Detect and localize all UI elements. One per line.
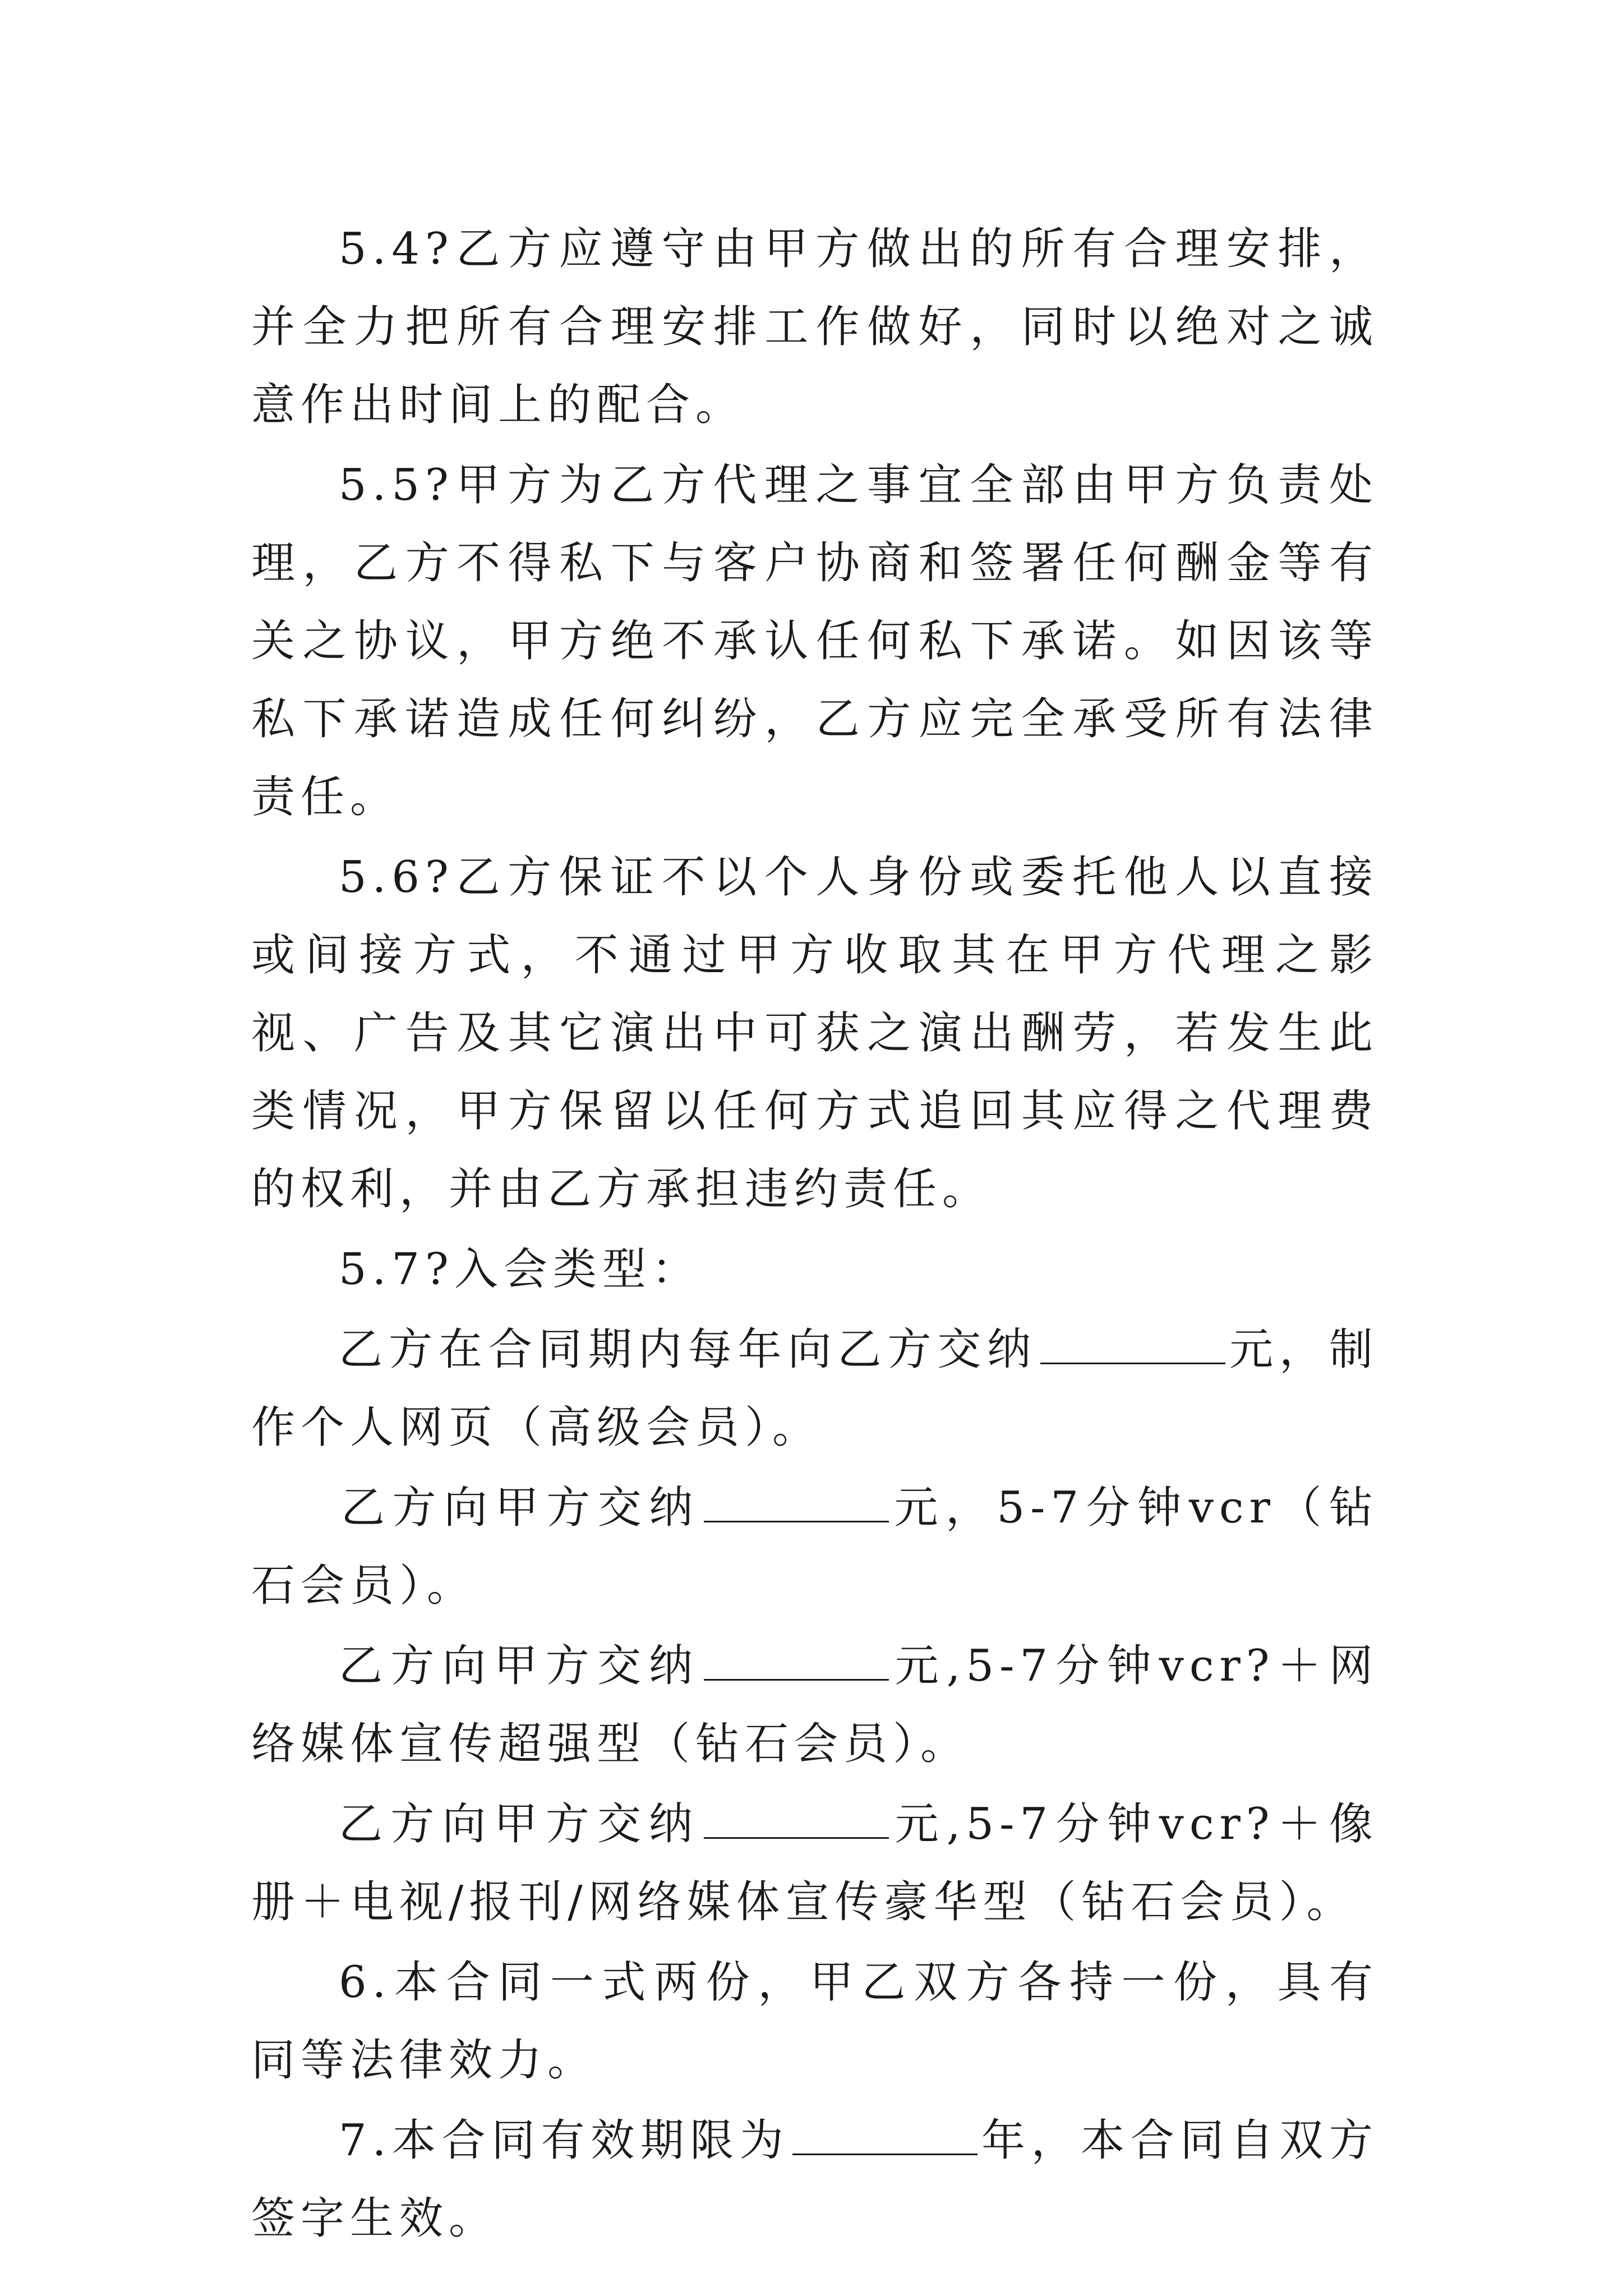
membership-option-premium: [251, 1311, 1378, 1467]
membership-text-before: 乙方在合同期内每年向乙方交纳: [339, 1324, 1038, 1375]
clause-6: 6.本合同一式两份，甲乙双方各持一份，具有同等法律效力。: [251, 1957, 1378, 2086]
membership-option-diamond-luxury: [251, 1786, 1378, 1941]
membership-text-before: 乙方向甲方交纳: [339, 1799, 701, 1849]
clause-7: [251, 2102, 1378, 2258]
amount-blank: [704, 1481, 889, 1522]
amount-blank: [1040, 1323, 1225, 1364]
membership-text-after: 元,5-7分钟vcr?＋网络媒体宣传超强型（钻石会员）。: [251, 1641, 1378, 1769]
membership-text-before: 乙方向甲方交纳: [341, 1483, 700, 1533]
clause-5-6: 5.6?乙方保证不以个人身份或委托他人以直接或间接方式，不通过甲方收取其在甲方代理之影视、广告及其它演出中可获之演出酬劳，若发生此类情况，甲方保留以任何方式追回其应得之代理费的权利，并由乙方承担违约责任。: [251, 852, 1378, 1214]
clause-7-text-after: 年，本合同自双方签字生效。: [251, 2115, 1378, 2244]
membership-text-after: 元，制作个人网页（高级会员）。: [251, 1324, 1378, 1453]
membership-option-diamond-super: [251, 1627, 1378, 1783]
amount-blank: [704, 1640, 889, 1681]
clause-7-text-before: 7.本合同有效期限为: [339, 2115, 790, 2166]
term-blank: [792, 2114, 978, 2155]
membership-option-diamond: [251, 1469, 1378, 1625]
membership-text-after: 元，5-7分钟vcr（钻石会员）。: [251, 1483, 1378, 1611]
clause-5-4: 5.4?乙方应遵守由甲方做出的所有合理安排，并全力把所有合理安排工作做好，同时以绝对之诚意作出时间上的配合。: [251, 224, 1378, 430]
amount-blank: [704, 1798, 889, 1839]
contract-body: [251, 210, 1378, 2260]
clause-5-7-heading: 5.7?入会类型：: [339, 1244, 701, 1295]
membership-text-before: 乙方向甲方交纳: [339, 1641, 701, 1691]
clause-5-5: 5.5?甲方为乙方代理之事宜全部由甲方负责处理，乙方不得私下与客户协商和签署任何酬金等有关之协议，甲方绝不承认任何私下承诺。如因该等私下承诺造成任何纠纷，乙方应完全承受所有法律责任。: [251, 460, 1378, 822]
membership-text-after: 元,5-7分钟vcr?＋像册＋电视/报刊/网络媒体宣传豪华型（钻石会员）。: [251, 1799, 1378, 1927]
